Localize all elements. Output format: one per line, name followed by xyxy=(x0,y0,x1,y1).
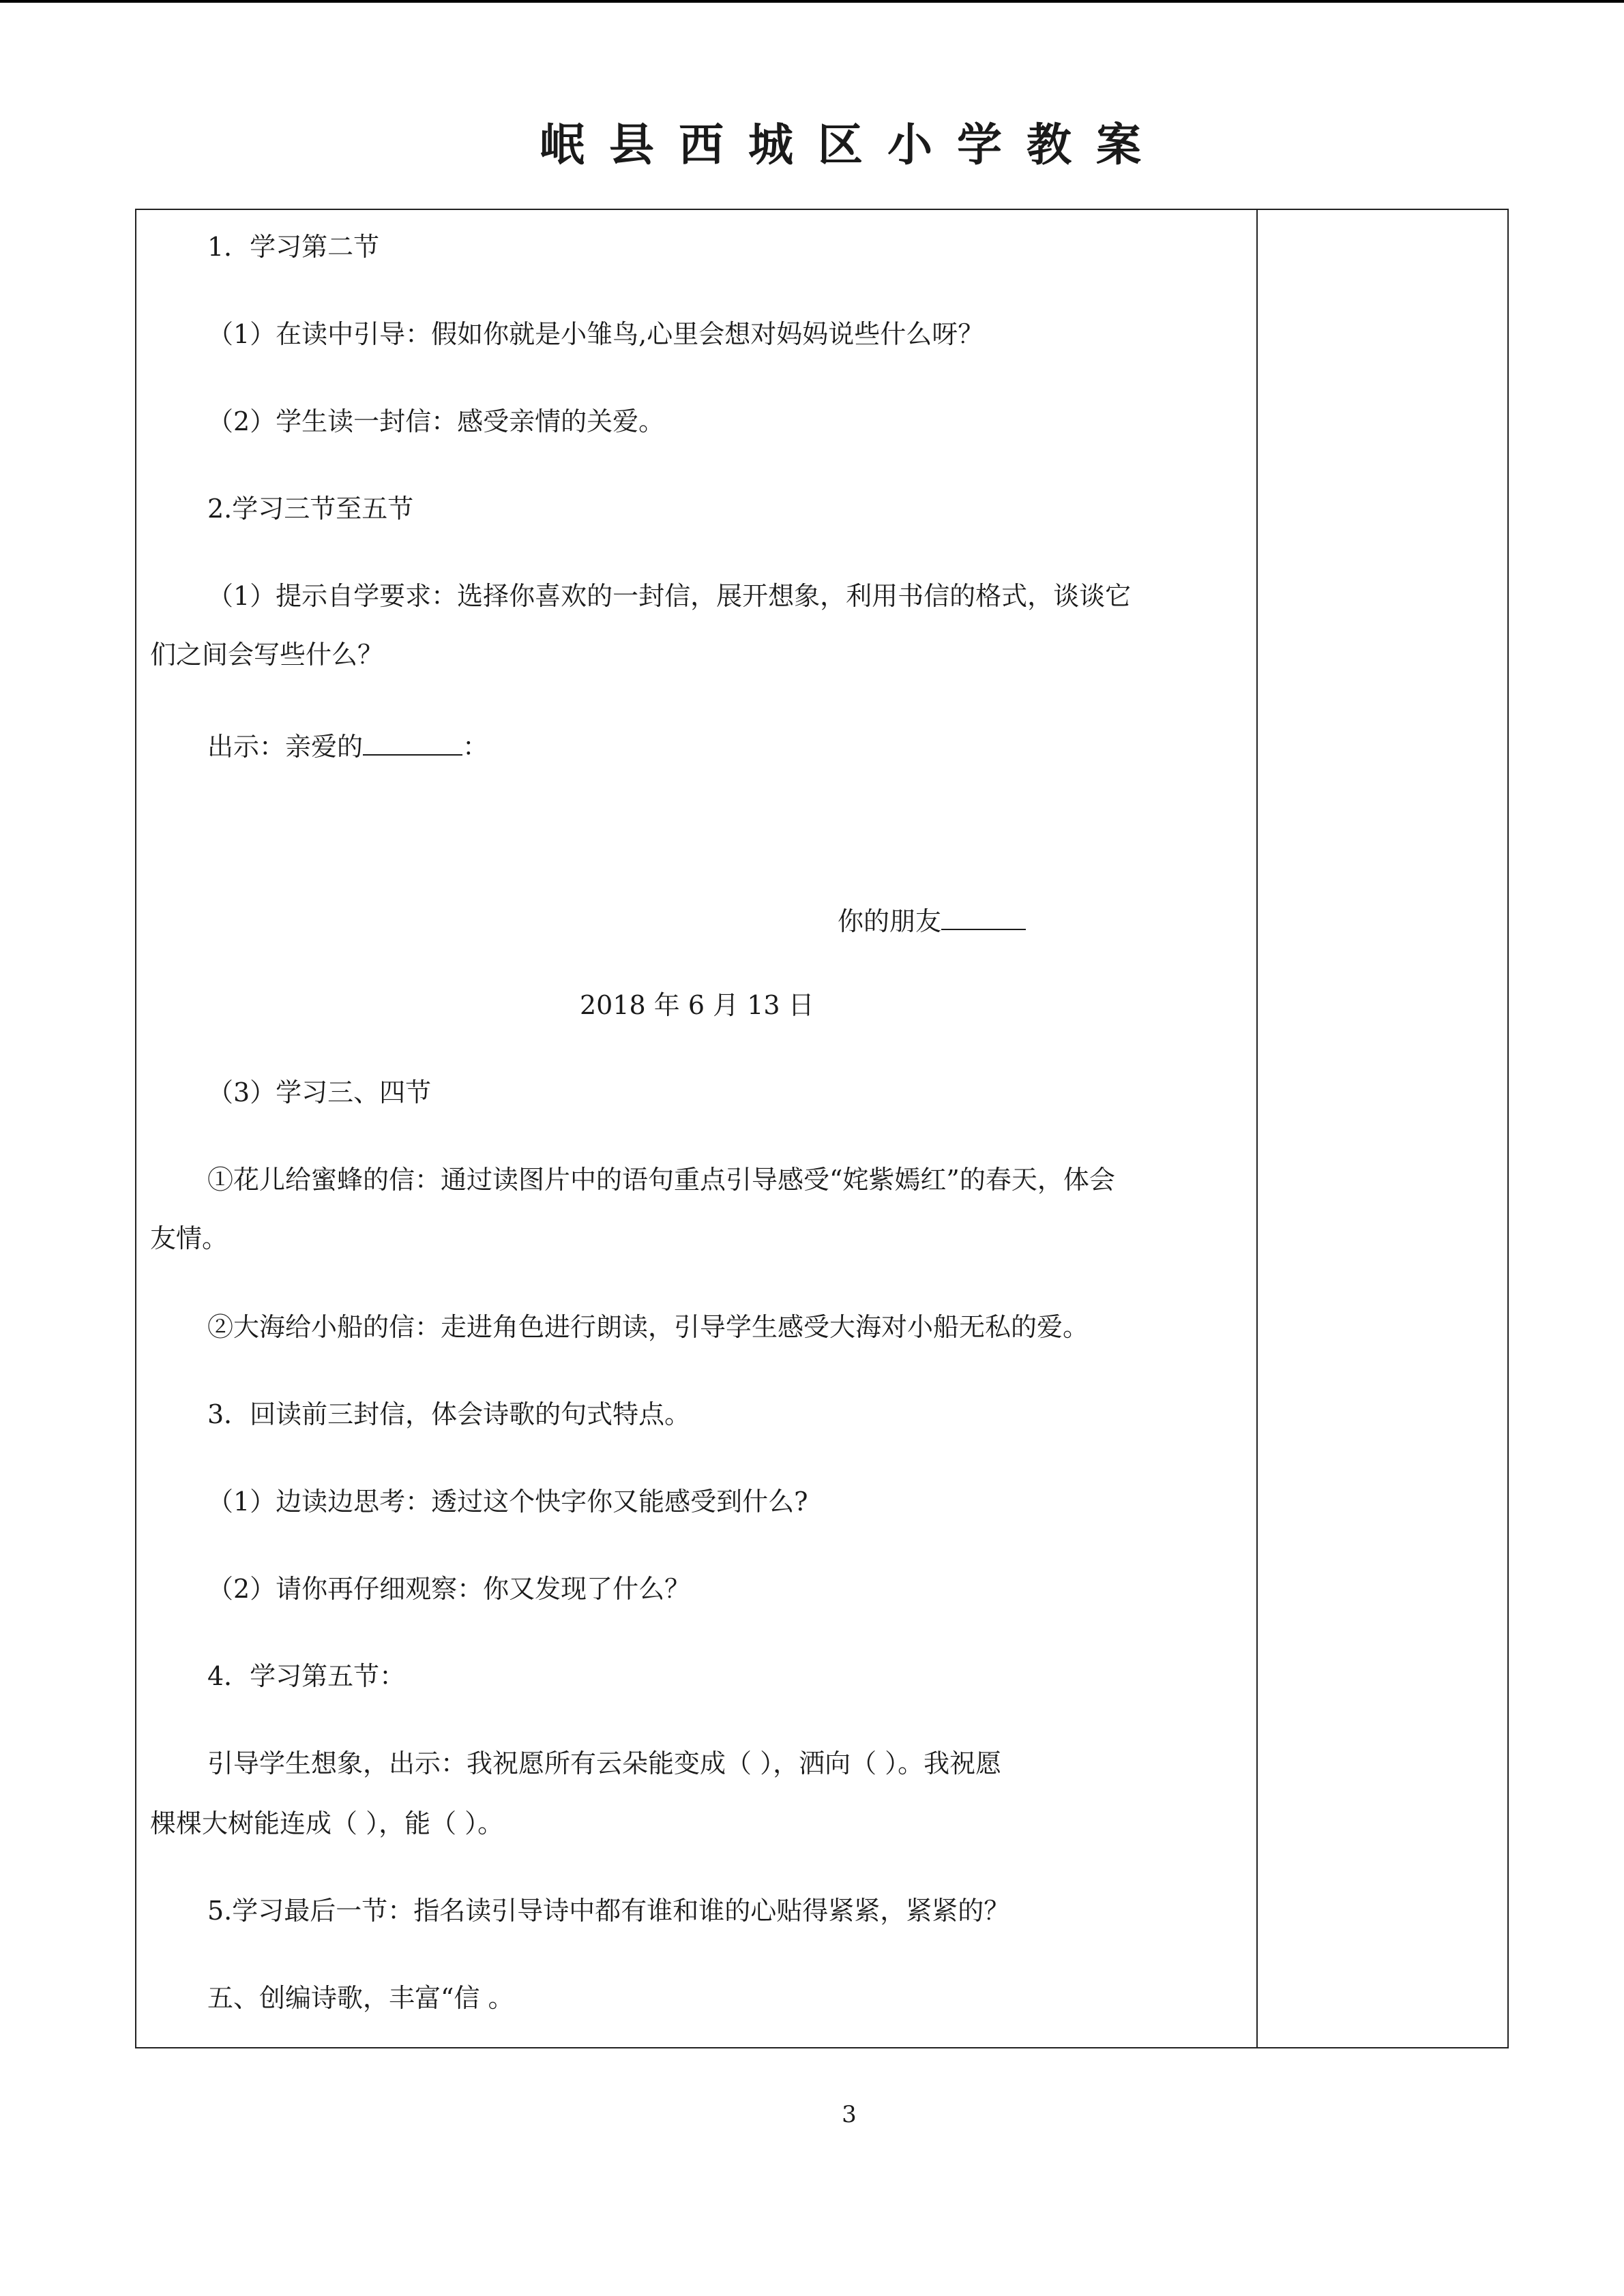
section-1-heading: 1．学习第二节 xyxy=(207,232,380,262)
section-2-step-3: （3）学习三、四节 xyxy=(207,1077,432,1107)
signature-text: 你的朋友 xyxy=(838,906,942,936)
section-2-heading: 2.学习三节至五节 xyxy=(207,494,414,524)
notes-column-divider xyxy=(1256,209,1258,2048)
letter-salutation xyxy=(207,726,488,764)
section-3-step-1: （1）边读边思考：透过这个快字你又能感受到什么? xyxy=(207,1487,808,1517)
section-1-step-1: （1）在读中引导：假如你就是小雏鸟,心里会想对妈妈说些什么呀？ xyxy=(207,319,984,349)
sea-letter-item: ②大海给小船的信：走进角色进行朗读，引导学生感受大海对小船无私的爱。 xyxy=(207,1312,1089,1342)
section-2-step-1: （1）提示自学要求：选择你喜欢的一封信，展开想象，利用书信的格式，谈谈它 xyxy=(207,581,1132,611)
salutation-colon: ： xyxy=(462,732,489,762)
document-title: 岷县西城区小学教案 xyxy=(540,119,1166,171)
letter-signature xyxy=(838,900,1026,939)
signature-blank xyxy=(941,900,1026,930)
top-border-rule xyxy=(0,0,1624,3)
part-5-heading: 五、创编诗歌，丰富“信 。 xyxy=(207,1983,514,2013)
section-5-heading: 5.学习最后一节：指名读引导诗中都有谁和谁的心贴得紧紧，紧紧的？ xyxy=(207,1896,1010,1926)
flower-letter-item-continued: 友情。 xyxy=(150,1223,228,1253)
letter-date: 2018 年 6 月 13 日 xyxy=(580,990,814,1020)
page-number: 3 xyxy=(842,2101,857,2128)
flower-letter-item: ①花儿给蜜蜂的信：通过读图片中的语句重点引导感受“姹紫嫣红”的春天，体会 xyxy=(207,1165,1115,1195)
section-4-prompt: 引导学生想象，出示：我祝愿所有云朵能变成（ ），洒向（ ）。我祝愿 xyxy=(207,1748,1002,1778)
section-2-step-1-continued: 们之间会写些什么？ xyxy=(150,640,384,670)
section-1-step-2: （2）学生读一封信：感受亲情的关爱。 xyxy=(207,406,665,436)
salutation-text: 出示：亲爱的 xyxy=(207,732,364,762)
section-3-heading: 3．回读前三封信，体会诗歌的句式特点。 xyxy=(207,1399,691,1429)
section-4-heading: 4．学习第五节： xyxy=(207,1661,406,1691)
section-4-prompt-continued: 棵棵大树能连成（ ），能（ ）。 xyxy=(150,1808,504,1838)
section-3-step-2: （2）请你再仔细观察：你又发现了什么？ xyxy=(207,1574,691,1604)
salutation-blank xyxy=(363,726,462,756)
